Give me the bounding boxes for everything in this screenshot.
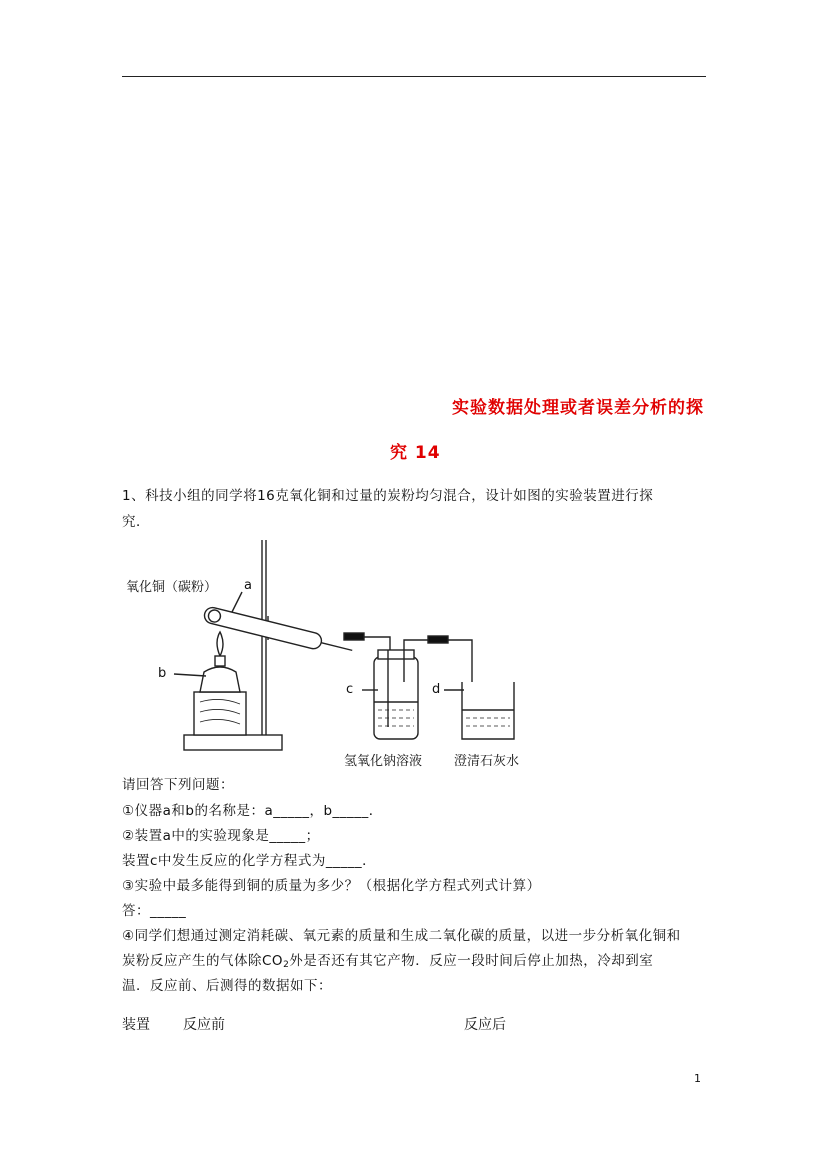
table-header-device: 装置 [122, 1017, 150, 1033]
table-header-before: 反应前 [183, 1017, 225, 1033]
question-4-line-2 [122, 949, 712, 977]
apparatus-diagram [122, 532, 542, 772]
question-2b: 装置c中发生反应的化学方程式为_____． [122, 853, 377, 869]
q4-line2-pre: 炭粉反应产生的气体除 [122, 953, 262, 969]
page-number: 1 [694, 1072, 701, 1085]
answer-line: 答：_____ [122, 903, 187, 919]
question-2: ②装置a中的实验现象是_____； [122, 828, 320, 844]
label-b: b [158, 666, 167, 681]
co2-subscript: 2 [283, 960, 290, 970]
apparatus-figure [122, 532, 542, 772]
question-4-line-3: 温．反应前、后测得的数据如下： [122, 978, 332, 994]
label-copper-oxide: 氧化铜（碳粉） [126, 580, 218, 595]
label-limewater: 澄清石灰水 [454, 754, 520, 769]
label-a: a [244, 578, 252, 593]
question-4-line-1: ④同学们想通过测定消耗碳、氧元素的质量和生成二氧化碳的质量，以进一步分析氧化铜和 [122, 928, 681, 944]
title-line-1: 实验数据处理或者误差分析的探 [452, 398, 704, 418]
question-3: ③实验中最多能得到铜的质量为多少？（根据化学方程式列式计算） [122, 878, 541, 894]
q4-line2-post: 外是否还有其它产物．反应一段时间后停止加热，冷却到室 [289, 953, 654, 969]
header-rule [122, 76, 706, 77]
label-naoh: 氢氧化钠溶液 [344, 754, 423, 769]
label-c: c [346, 682, 354, 697]
title-line-2: 究 14 [390, 443, 441, 463]
question-1: ①仪器a和b的名称是：a_____，b_____． [122, 803, 383, 819]
co2-formula: CO [262, 953, 284, 969]
question-prompt: 请回答下列问题： [122, 777, 234, 793]
question-intro-line-2: 究． [122, 514, 150, 530]
question-intro-line-1: 1、科技小组的同学将16克氧化铜和过量的炭粉均匀混合，设计如图的实验装置进行探 [122, 488, 654, 504]
label-d: d [432, 682, 441, 697]
table-header-after: 反应后 [464, 1017, 506, 1033]
